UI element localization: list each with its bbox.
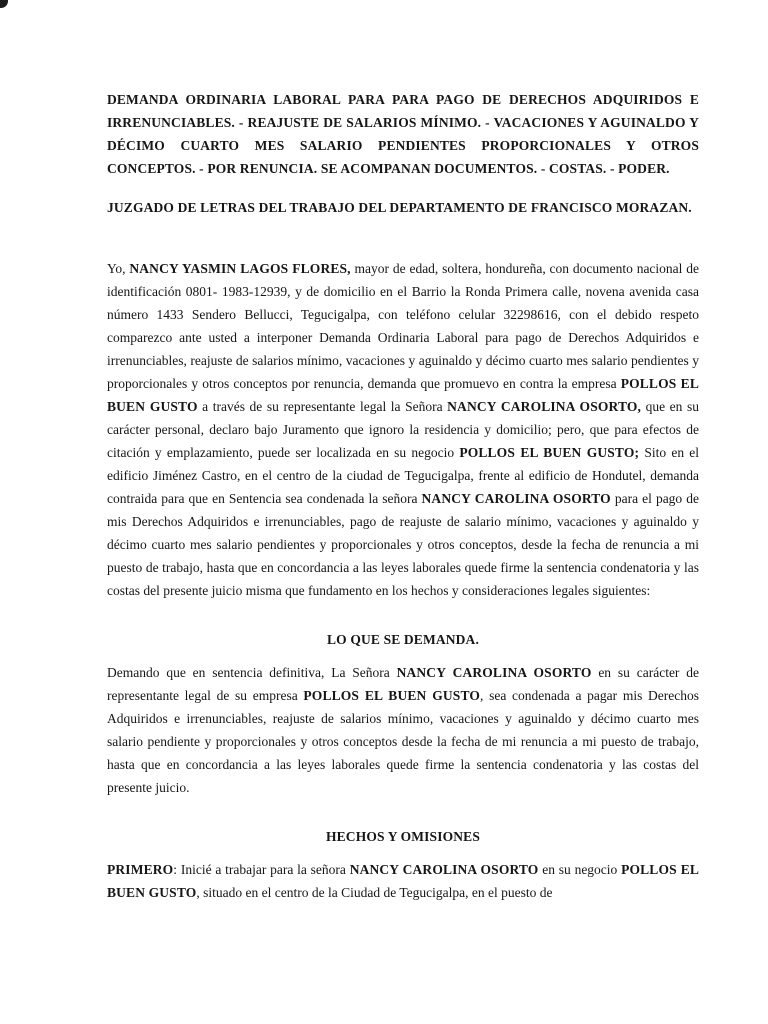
bold-text-run: PRIMERO (107, 862, 174, 877)
bold-text-run: NANCY CAROLINA OSORTO (396, 665, 592, 680)
document-content (107, 88, 699, 904)
title-paragraph (107, 88, 699, 180)
text-run: Demando que en sentencia definitiva, La Señora (107, 665, 397, 680)
section-heading-hechos (107, 825, 699, 848)
text-run: a través de su representante legal la Señora (197, 399, 448, 414)
bold-text-run: NANCY CAROLINA OSORTO, (447, 399, 642, 414)
text-run: en su carácter de representante legal de su empresa (107, 665, 700, 703)
text-run: mayor de edad, soltera, hondureña, con documento nacional de identificación 0801- 1983-12939, y de domicilio en el Barrio la Ronda Primera calle, novena avenida casa número 1433 Sendero Bellucci, Tegucigalpa, con teléfono celular 32298616, con el debido respeto comparezco ante usted a interponer Demanda Ordinaria Laboral para pago de Derechos Adquiridos e irrenunciables, reajuste de salarios mínimo, vacaciones y aguinaldo y décimo cuarto mes salario pendientes y proporcionales y otros conceptos por renuncia, demanda que promuevo en contra la empresa (107, 261, 700, 391)
text-run: , sea condenada a pagar mis Derechos Adquiridos e irrenunciables, reajuste de salarios mínimo, vacaciones y aguinaldo y décimo cuarto mes salario pendiente y proporcionales y otros conceptos desde la fecha de mi renuncia a mi puesto de trabajo, hasta que en concordancia a las leyes laborales quede firme la sentencia condenatoria y las costas del presente juicio. (107, 688, 699, 795)
bold-text-run: NANCY CAROLINA OSORTO (421, 491, 611, 506)
court-heading-paragraph (107, 196, 699, 219)
bold-text-run: DEMANDA ORDINARIA LABORAL PARA PARA PAGO DE DERECHOS ADQUIRIDOS E IRRENUNCIABLES. - REAJUSTE DE SALARIOS MÍNIMO. - VACACIONES Y AGUINALDO Y DÉCIMO CUARTO MES SALARIO PENDIENTES PROPORCIONALES Y OTROS CONCEPTOS. - POR RENUNCIA. SE ACOMPANAN DOCUMENTOS. - COSTAS. - PODER. (107, 92, 699, 176)
demand-paragraph (107, 661, 699, 799)
introduction-paragraph (107, 257, 699, 602)
bold-text-run: LO QUE SE DEMANDA. (327, 632, 479, 647)
text-run: , situado en el centro de la Ciudad de Tegucigalpa, en el puesto de (196, 885, 553, 900)
text-run: : Inicié a trabajar para la señora (173, 862, 350, 877)
text-run: Sito en el edificio Jiménez Castro, en el centro de la ciudad de Tegucigalpa, frente al edificio de Hondutel, demanda contraida para que en Sentencia sea condenada la señora (107, 445, 700, 506)
bold-text-run: HECHOS Y OMISIONES (326, 829, 480, 844)
bold-text-run: POLLOS EL BUEN GUSTO (303, 688, 481, 703)
bold-text-run: POLLOS EL BUEN GUSTO (107, 862, 700, 900)
text-run: Yo, (107, 261, 130, 276)
bold-text-run: POLLOS EL BUEN GUSTO; (459, 445, 640, 460)
primero-paragraph (107, 858, 699, 904)
bold-text-run: NANCY YASMIN LAGOS FLORES, (129, 261, 351, 276)
section-heading-demanda (107, 628, 699, 651)
bold-text-run: JUZGADO DE LETRAS DEL TRABAJO DEL DEPARTAMENTO DE FRANCISCO MORAZAN. (107, 200, 692, 215)
scan-artifact (0, 0, 8, 8)
text-run: para el pago de mis Derechos Adquiridos e irrenunciables, pago de reajuste de salario mínimo, vacaciones y aguinaldo y décimo cuarto mes salario pendientes y proporcionales y otros conceptos, desde la fecha de renuncia a mi puesto de trabajo, hasta que en concordancia a las leyes laborales quede firme la sentencia condenatoria y las costas del presente juicio misma que fundamento en los hechos y consideraciones legales siguientes: (107, 491, 699, 598)
text-run: en su negocio (538, 862, 622, 877)
text-run: que en su carácter personal, declaro bajo Juramento que ignoro la residencia y domicilio; pero, que para efectos de citación y emplazamiento, puede ser localizada en su negocio (107, 399, 699, 460)
bold-text-run: NANCY CAROLINA OSORTO (349, 862, 539, 877)
bold-text-run: POLLOS EL BUEN GUSTO (107, 376, 699, 414)
